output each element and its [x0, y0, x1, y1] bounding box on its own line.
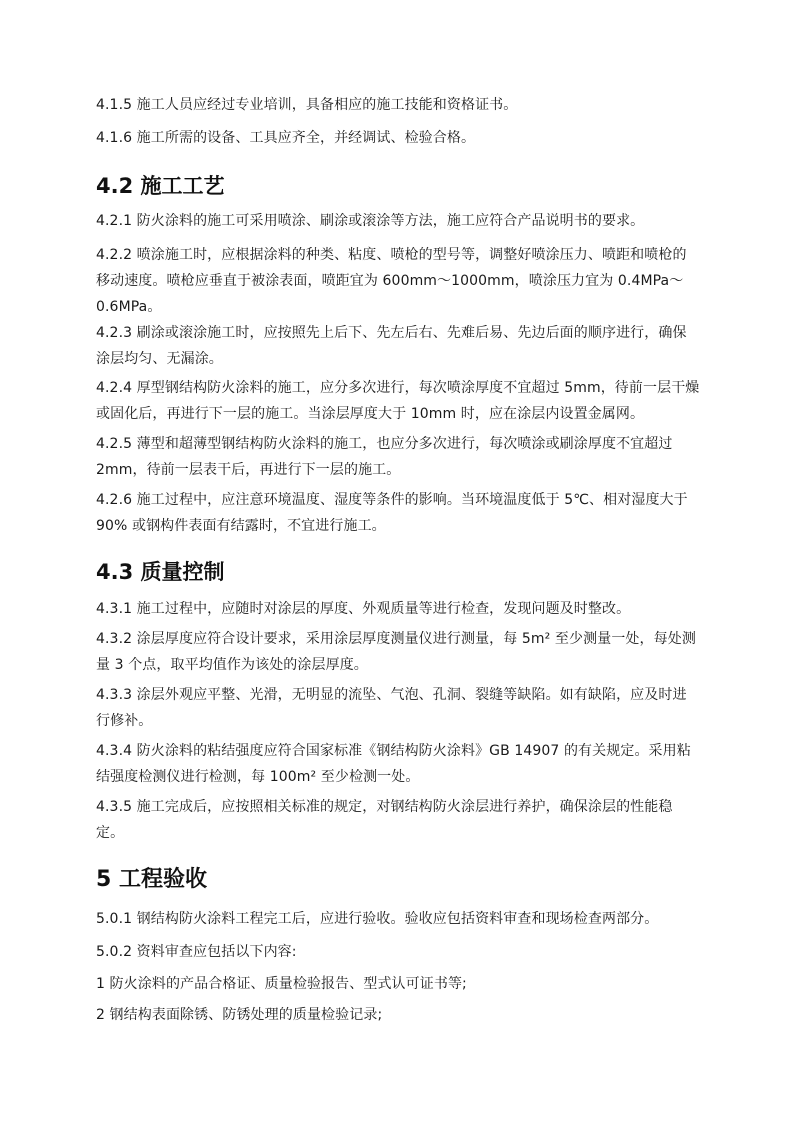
paragraph-4-3-2: 4.3.2 涂层厚度应符合设计要求，采用涂层厚度测量仪进行测量，每 5m² 至少测量一处，每处测量 3 个点，取平均值作为该处的涂层厚度。	[96, 631, 696, 673]
paragraph-5-0-1: 5.0.1 钢结构防火涂料工程完工后，应进行验收。验收应包括资料审查和现场检查两部分。	[96, 911, 659, 927]
paragraph-4-2-5: 4.2.5 薄型和超薄型钢结构防火涂料的施工，也应分多次进行，每次喷涂或刷涂厚度不宜超过 2mm，待前一层表干后，再进行下一层的施工。	[96, 436, 673, 478]
paragraph-4-3-4: 4.3.4 防火涂料的粘结强度应符合国家标准《钢结构防火涂料》GB 14907 的有关规定。采用粘结强度检测仪进行检测，每 100m² 至少检测一处。	[96, 743, 691, 785]
paragraph-4-1-5: 4.1.5 施工人员应经过专业培训，具备相应的施工技能和资格证书。	[96, 97, 518, 113]
paragraph-4-3-3: 4.3.3 涂层外观应平整、光滑，无明显的流坠、气泡、孔洞、裂缝等缺陷。如有缺陷，应及时进行修补。	[96, 687, 687, 729]
paragraph-4-2-1: 4.2.1 防火涂料的施工可采用喷涂、刷涂或滚涂等方法，施工应符合产品说明书的要求。	[96, 213, 645, 229]
section-heading-4-3: 4.3 质量控制	[96, 560, 225, 584]
paragraph-4-2-2: 4.2.2 喷涂施工时，应根据涂料的种类、粘度、喷枪的型号等，调整好喷涂压力、喷距和喷枪的移动速度。喷枪应垂直于被涂表面，喷距宜为 600mm～1000mm，喷涂压力宜为 0.4MPa～0.6MPa。	[96, 247, 687, 315]
paragraph-4-3-5: 4.3.5 施工完成后，应按照相关标准的规定，对钢结构防火涂层进行养护，确保涂层的性能稳定。	[96, 799, 673, 841]
paragraph-4-1-6: 4.1.6 施工所需的设备、工具应齐全，并经调试、检验合格。	[96, 130, 476, 146]
list-item-2: 2 钢结构表面除锈、防锈处理的质量检验记录;	[96, 1007, 383, 1023]
paragraph-5-0-2: 5.0.2 资料审查应包括以下内容:	[96, 944, 297, 960]
list-item-1: 1 防火涂料的产品合格证、质量检验报告、型式认可证书等;	[96, 976, 467, 992]
paragraph-4-2-4: 4.2.4 厚型钢结构防火涂料的施工，应分多次进行，每次喷涂厚度不宜超过 5mm，待前一层干燥或固化后，再进行下一层的施工。当涂层厚度大于 10mm 时，应在涂层内设置金属网。	[96, 380, 700, 422]
paragraph-4-3-1: 4.3.1 施工过程中，应随时对涂层的厚度、外观质量等进行检查，发现问题及时整改。	[96, 601, 631, 617]
paragraph-4-2-3: 4.2.3 刷涂或滚涂施工时，应按照先上后下、先左后右、先难后易、先边后面的顺序进行，确保涂层均匀、无漏涂。	[96, 325, 687, 367]
section-heading-4-2: 4.2 施工工艺	[96, 174, 225, 198]
section-heading-5: 5 工程验收	[96, 867, 207, 892]
paragraph-4-2-6: 4.2.6 施工过程中，应注意环境温度、湿度等条件的影响。当环境温度低于 5℃、相对湿度大于 90% 或钢构件表面有结露时，不宜进行施工。	[96, 492, 688, 534]
